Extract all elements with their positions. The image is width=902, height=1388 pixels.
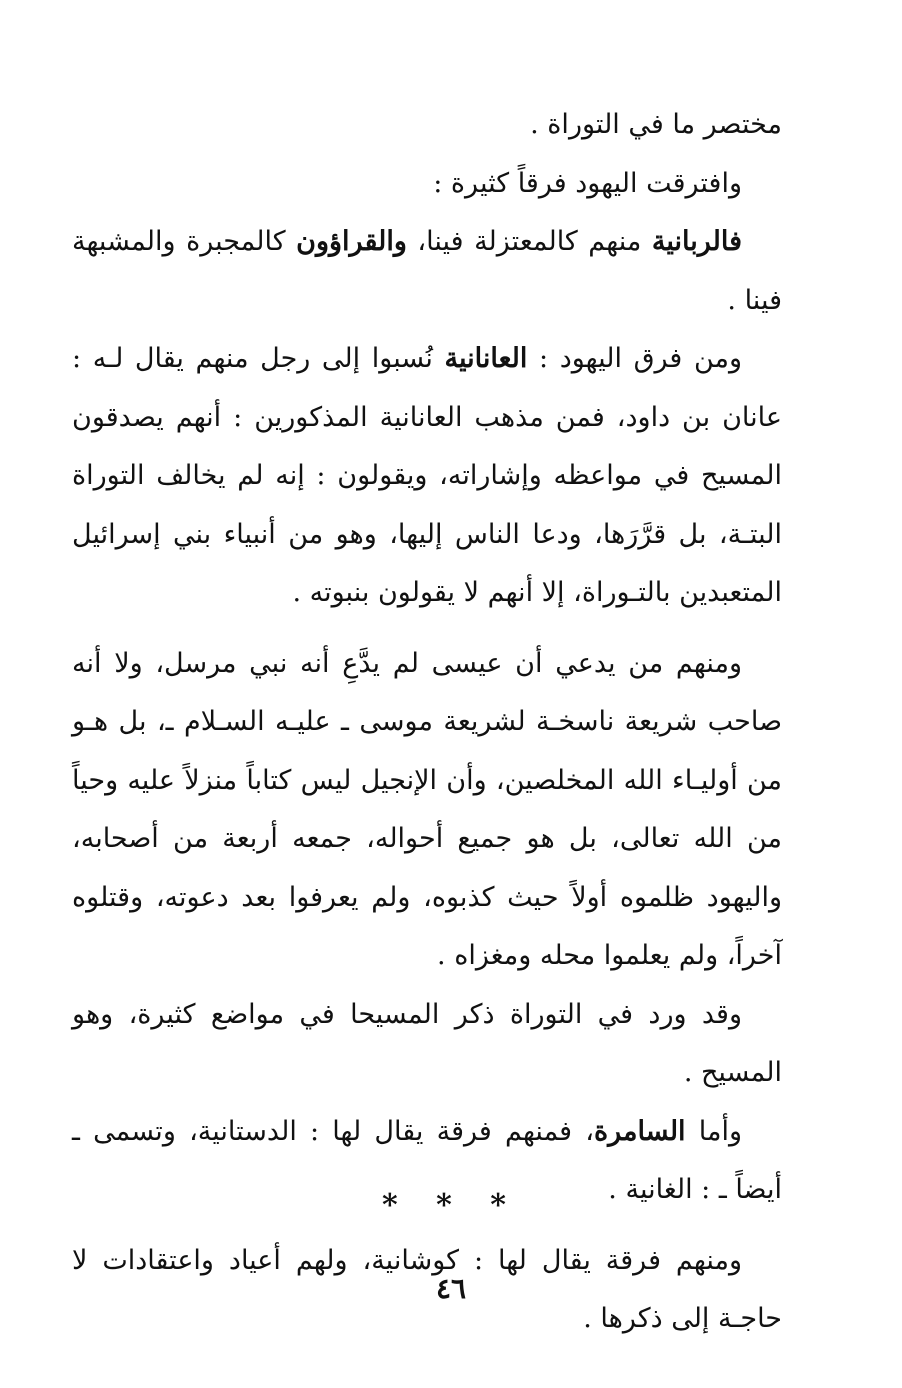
paragraph-text: وافترقت اليهود فرقاً كثيرة : (433, 167, 742, 199)
paragraph (72, 635, 782, 986)
paragraph-text: نُسبوا إلى رجل منهم يقال لـه : عانان بن داود، فمن مذهب العانانية المذكورين : أنهم يصدقون المسيح في مواعظه وإشاراته، ويقولون : إنه لم يخالف التوراة البتـة، بل قرَّرَها، ودعا الناس إليها، وهو من أنبياء بني إسرائيل المتعبدين بالتـوراة، إلا أنهم لا يقولون بنبوته . (72, 343, 782, 608)
paragraph-text: ومن فرق اليهود : (527, 343, 742, 374)
sect-name-karaites: والقراؤون (296, 226, 407, 257)
paragraph-text: ومنهم من يدعي أن عيسى لم يدَّعِ أنه نبي مرسل، ولا أنه صاحب شريعة ناسخـة لشريعة موسى ـ عليـه السـلام ـ، بل هـو من أوليـاء الله المخلصين، وأن الإنجيل ليس كتاباً منزلاً عليه وحياً من الله تعالى، بل هو جميع أحواله، جمعه أربعة من أصحابه، واليهود ظلموه أولاً حيث كذبوه، ولم يعرفوا بعد دعوته، وقتلوه آخراً، ولم يعلموا محله ومغزاه . (72, 647, 782, 971)
sect-name-rabbanites: فالربانية (651, 226, 743, 257)
paragraph (72, 96, 782, 155)
paragraph-text: وقد ورد في التوراة ذكر المسيحا في مواضع كثيرة، وهو المسيح . (72, 998, 782, 1088)
paragraph-text: كالمجبرة والمشبهة فينا . (72, 226, 782, 316)
page-body (72, 96, 782, 1349)
paragraph (72, 155, 782, 214)
paragraph-text: وأما (685, 1115, 742, 1147)
paragraph-text: ، فمنهم فرقة يقال لها : الدستانية، وتسمى ـ أيضاً ـ : الغانية . (72, 1115, 782, 1205)
sect-name-samaritans: السامرة (594, 1115, 686, 1147)
paragraph-text: مختصر ما في التوراة . (530, 109, 782, 140)
paragraph (72, 213, 782, 330)
paragraph-text: منهم كالمعتزلة فينا، (406, 226, 652, 257)
page-number: ٤٦ (435, 1272, 467, 1305)
paragraph-text: ومنهم فرقة يقال لها : كوشانية، ولهم أعياد واعتقادات لا حاجـة إلى ذكرها . (72, 1244, 782, 1334)
paragraph (72, 986, 782, 1103)
paragraph (72, 330, 782, 623)
sect-name-ananites: العانانية (444, 343, 528, 374)
section-separator: * * * (382, 1188, 520, 1223)
